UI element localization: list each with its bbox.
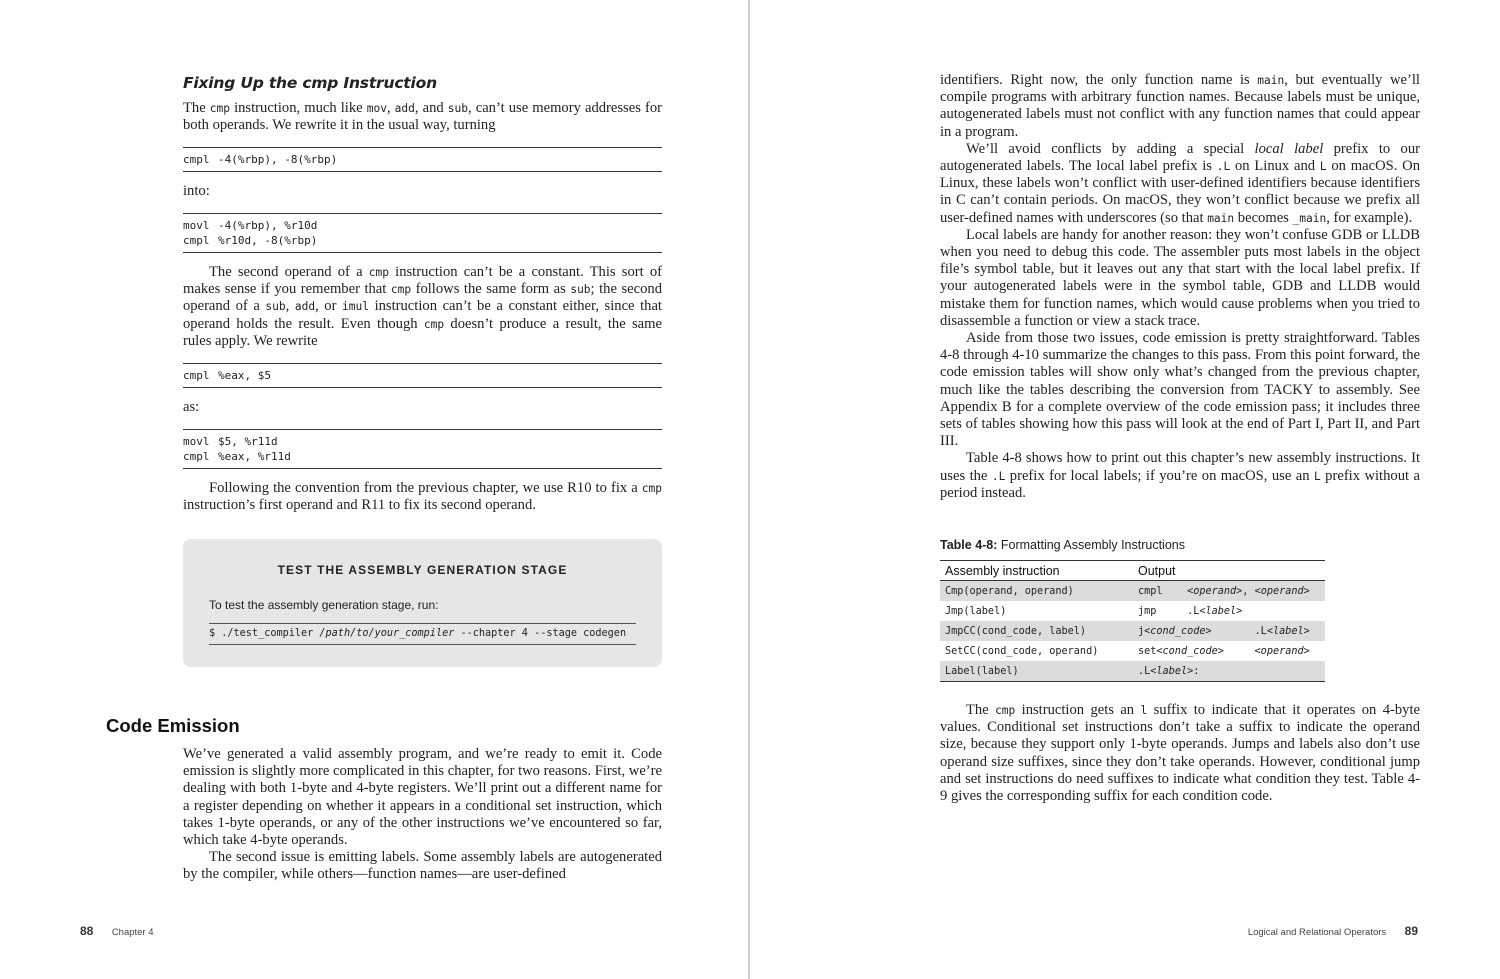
- right-paragraph-1: identifiers. Right now, the only function name is main, but eventually we’ll compile programs with arbitrary function names. Because labels must be unique, autogenerated labels must not conflict with any function names that could appear in a program.: [940, 72, 1420, 140]
- chapter-label: Chapter 4: [111, 927, 154, 938]
- into-label: into:: [183, 183, 210, 199]
- sidebar-title: TEST THE ASSEMBLY GENERATION STAGE: [277, 563, 568, 577]
- table-row: Label(label) .L<label>:: [940, 661, 1325, 682]
- emission-paragraph-1: We’ve generated a valid assembly program, and we’re ready to emit it. Code emission is slightly more complicated in this chapter, for two reasons. First, we’re dealing with both 1-byte and 4-byte registers. We’ll print out a different name for a register depending on whether it appears in a conditional set instruction, which takes 1-byte operands, or any of the other instructions we’ve encountered so far, which take 4-byte operands.: [183, 746, 662, 849]
- right-paragraph-4: Aside from those two issues, code emission is pretty straightforward. Tables 4-8 through 4-10 summarize the changes to this pass. From this point forward, the code emission tables will show only what’s changed from the previous chapter, much like the tables describing the conversion from TACKY to assembly. See Appendix B for a complete overview of the code emission pass; it includes three sets of tables showing how this pass will look at the end of Part I, Part II, and Part III.: [940, 330, 1420, 450]
- as-label: as:: [183, 399, 200, 415]
- table-row: JmpCC(cond_code, label) j<cond_code> .L<label>: [940, 621, 1325, 641]
- sidebar-command: $ ./test_compiler /path/to/your_compiler --chapter 4 --stage codegen: [209, 623, 636, 645]
- right-page-number: 89: [1404, 924, 1418, 938]
- right-text-column: [940, 72, 1420, 502]
- emission-paragraph-2: The second issue is emitting labels. Some assembly labels are autogenerated by the compiler, while others—function names—are user-defined: [183, 849, 662, 883]
- emission-paragraphs: [183, 746, 662, 884]
- sidebar-text: To test the assembly generation stage, run:: [209, 598, 439, 612]
- table-header-row: [940, 561, 1325, 581]
- table-header: Output: [1133, 561, 1325, 581]
- subsection-heading: Fixing Up the cmp Instruction: [183, 74, 437, 92]
- table-row: Cmp(operand, operand) cmpl <operand>, <operand>: [940, 581, 1325, 602]
- table-caption: Table 4-8: Formatting Assembly Instructions: [940, 538, 1185, 552]
- running-title: Logical and Relational Operators: [1247, 927, 1387, 938]
- operand-paragraph: The second operand of a cmp instruction can’t be a constant. This sort of makes sense if you remember that cmp follows the same form as sub; the second operand of a sub, add, or imul instruction can’t be a constant either, since that operand holds the result. Even though cmp doesn’t produce a result, the same rules apply. We rewrite: [183, 264, 662, 349]
- table-header: Assembly instruction: [940, 561, 1133, 581]
- right-paragraph-2: We’ll avoid conflicts by adding a special local label prefix to our autogenerated labels. The local label prefix is .L on Linux and L on macOS. On Linux, these labels won’t conflict with user-defined identifiers because identifiers in C can’t contain periods. On macOS, they won’t conflict because we prefix all user-defined names with underscores (so that main becomes _main, for example).: [940, 140, 1420, 226]
- code-listing-1: cmpl -4(%rbp), -8(%rbp): [183, 147, 662, 172]
- assembly-table: [940, 560, 1325, 682]
- intro-paragraph: The cmp instruction, much like mov, add, and sub, can’t use memory addresses for both operands. We rewrite it in the usual way, turning: [183, 100, 662, 134]
- table-row: SetCC(cond_code, operand) set<cond_code> <operand>: [945, 645, 1310, 657]
- code-listing-4: movl $5, %r11d cmpl %eax, %r11d: [183, 429, 662, 469]
- right-folio: [1248, 922, 1418, 940]
- table-row: Jmp(label) jmp .L<label>: [945, 605, 1243, 617]
- code-listing-3: cmpl %eax, $5: [183, 363, 662, 388]
- section-heading: Code Emission: [106, 715, 240, 736]
- right-paragraph-3: Local labels are handy for another reason: they won’t confuse GDB or LLDB when you need to debug this code. The assembler puts most labels in the object file’s symbol table, but it leaves out any that start with the local label prefix. If your autogenerated labels were in the symbol table, GDB and LLDB would mistake them for function names, which would cause problems when you tried to disassemble a function or view a stack trace.: [940, 226, 1420, 329]
- suffix-paragraph: The cmp instruction gets an l suffix to indicate that it operates on 4-byte values. Conditional set instructions don’t take a suffix to indicate the operand size, because they support only 1-byte operands. Jumps and labels also don’t use operand size suffixes, since they don’t take operands. However, conditional jump and set instructions do need suffixes to indicate what condition they test. Table 4-9 gives the corresponding suffix for each condition code.: [940, 702, 1420, 805]
- right-paragraph-5: Table 4-8 shows how to print out this chapter’s new assembly instructions. It uses the .L prefix for local labels; if you’re on macOS, use an L prefix without a period instead.: [940, 450, 1420, 501]
- left-page-number: 88: [80, 924, 94, 938]
- left-folio: [80, 922, 154, 940]
- convention-paragraph: Following the convention from the previous chapter, we use R10 to fix a cmp instruction’s first operand and R11 to fix its second operand.: [183, 480, 662, 514]
- code-listing-2: movl -4(%rbp), %r10d cmpl %r10d, -8(%rbp): [183, 213, 662, 253]
- test-sidebar: [183, 539, 662, 667]
